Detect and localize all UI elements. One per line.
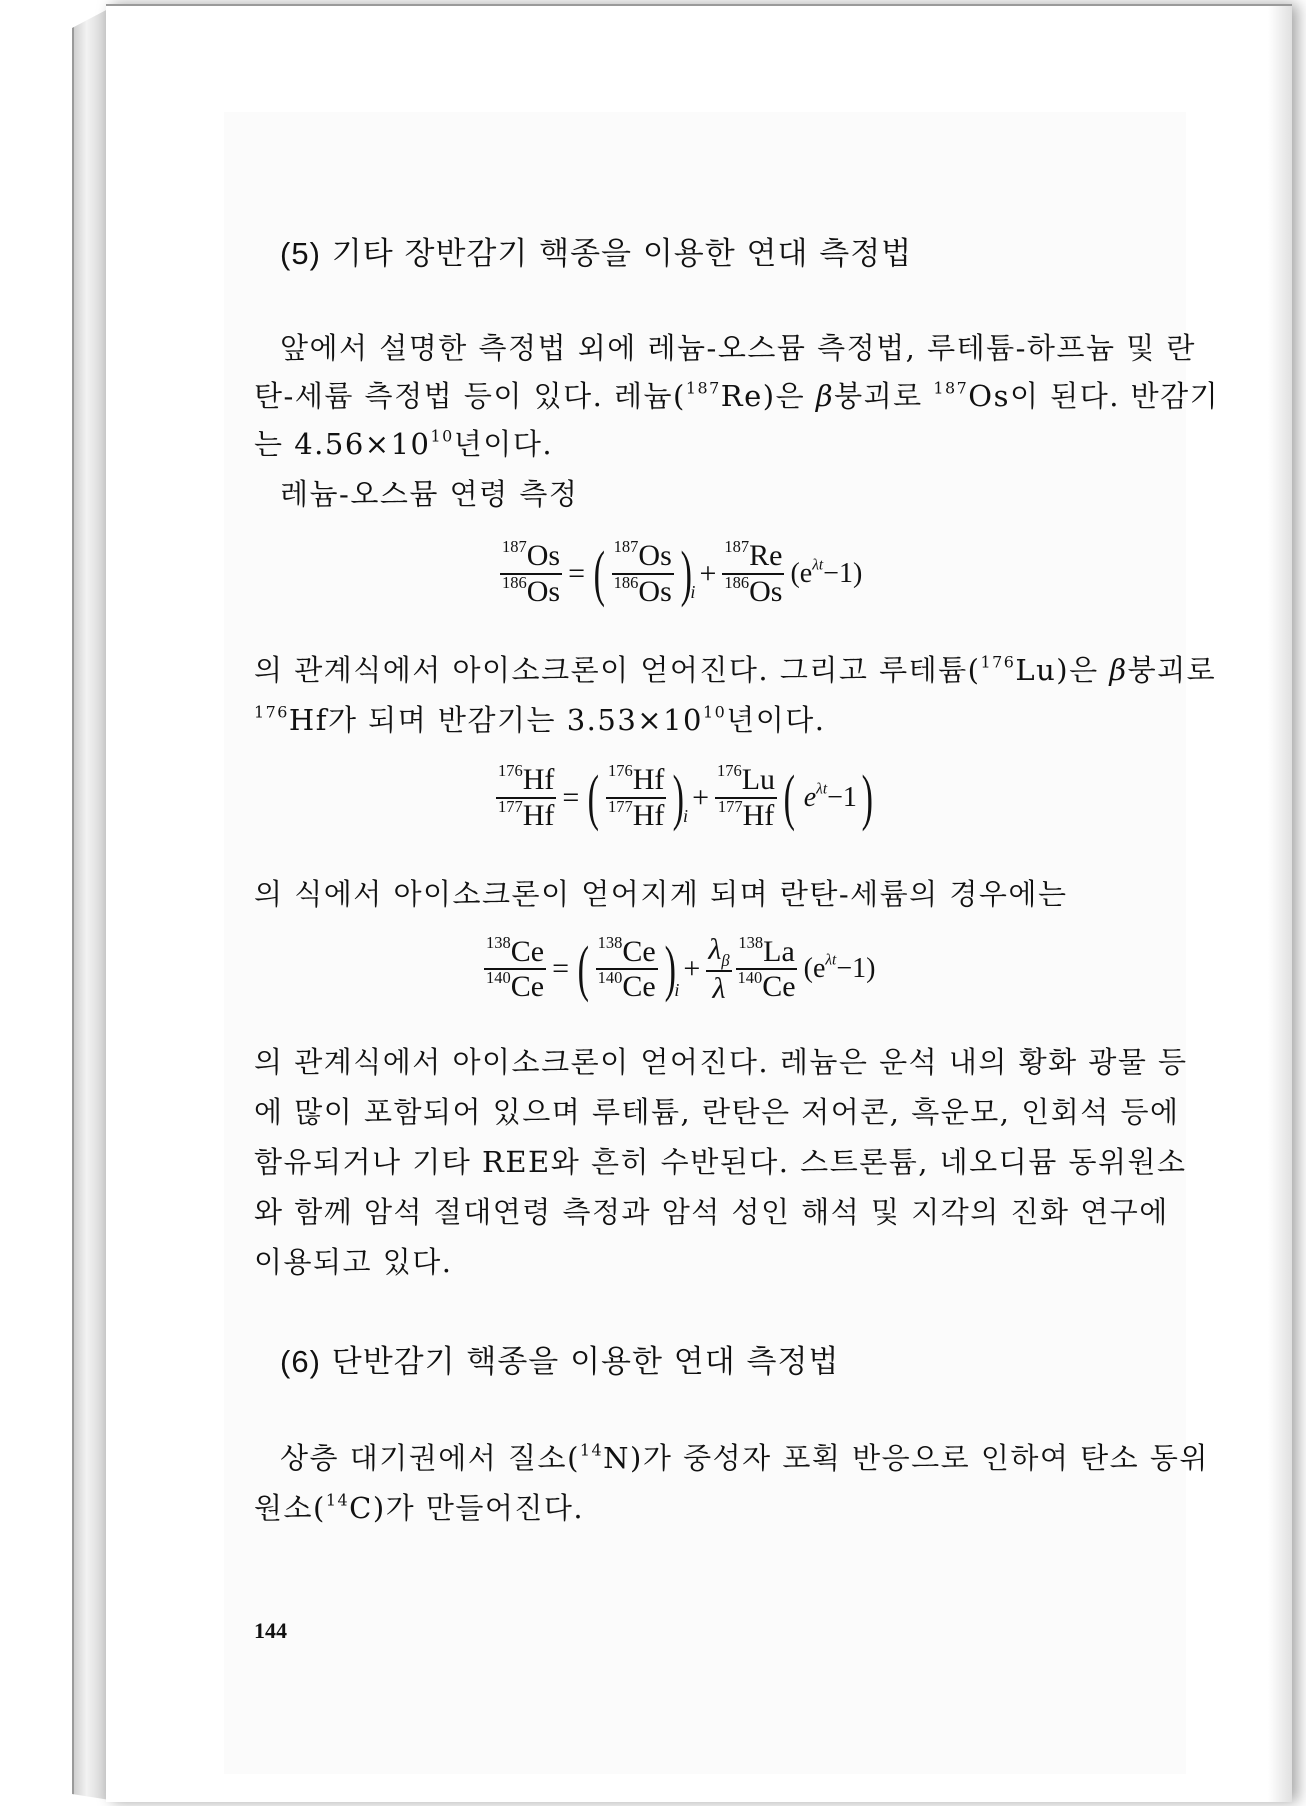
book-spine-edge — [72, 8, 110, 1800]
superscript: 186 — [724, 572, 750, 592]
para5-line1 — [280, 1436, 1209, 1477]
exponential-term — [804, 782, 857, 814]
exponent: λt — [816, 780, 828, 798]
text: Ce — [762, 970, 796, 1004]
text: Hf — [632, 798, 665, 832]
text: 년이다. — [453, 427, 554, 461]
text: La — [763, 934, 795, 968]
superscript: 177 — [498, 796, 523, 816]
text: 붕괴로 — [1127, 653, 1217, 687]
para4-line3: 함유되거나 기타 REE와 흔히 수반된다. 스트론튬, 네오디뮴 동위원소 — [254, 1145, 1187, 1179]
section-5-heading — [280, 228, 912, 273]
text: 년이다. — [726, 703, 826, 737]
lambda-ratio — [706, 934, 731, 1005]
equation-la-ce — [482, 934, 875, 1005]
superscript: 187 — [724, 536, 750, 556]
section-5-number: (5) — [280, 236, 321, 271]
text: Os — [526, 574, 561, 608]
text: −1) — [836, 953, 876, 985]
exponential-term — [790, 558, 862, 590]
text: Lu — [741, 763, 776, 796]
text: (e — [803, 953, 826, 985]
text: Re — [749, 539, 783, 572]
superscript: 186 — [502, 572, 527, 592]
paren-close: ) — [673, 763, 685, 832]
text: 상층 대기권에서 질소( — [280, 1441, 580, 1475]
para5-line2 — [254, 1486, 1154, 1527]
equation-lu-hf — [494, 760, 878, 832]
text: 붕괴로 — [834, 379, 934, 413]
superscript: 187 — [685, 378, 721, 398]
para1-line1: 앞에서 설명한 측정법 외에 레늄-오스뮴 측정법, 루테튬-하프늄 및 란 — [280, 331, 1196, 365]
superscript: 176 — [716, 760, 742, 780]
text: e — [803, 781, 817, 813]
superscript: 140 — [737, 968, 763, 988]
superscript: 187 — [613, 536, 639, 556]
beta-symbol: β — [1109, 653, 1128, 687]
text: −1) — [823, 557, 863, 589]
text: Os이 된다. 반감기 — [968, 379, 1220, 413]
exponential-term — [804, 953, 876, 985]
section-6-number: (6) — [280, 1344, 321, 1379]
equation-re-os — [498, 536, 863, 608]
initial-subscript: i — [674, 979, 680, 1000]
text: 는 4.56×10 — [254, 427, 431, 461]
fraction — [606, 760, 666, 832]
plus-sign: + — [699, 556, 717, 590]
text: C)가 만들어진다. — [349, 1491, 585, 1525]
initial-subscript: i — [683, 806, 689, 826]
superscript: 10 — [702, 702, 727, 722]
text: Os — [749, 574, 783, 608]
fraction — [500, 536, 562, 608]
initial-subscript: i — [690, 582, 696, 602]
text: Os — [638, 574, 672, 608]
section-6-heading — [280, 1336, 839, 1381]
equals-sign: = — [562, 780, 580, 814]
fraction — [496, 760, 556, 832]
paren-open: ( — [593, 539, 606, 608]
superscript: 176 — [498, 760, 523, 780]
superscript: 176 — [607, 760, 633, 780]
para2-line2 — [254, 698, 1154, 739]
plus-sign: + — [692, 780, 709, 814]
text: Lu)은 — [1015, 653, 1110, 687]
beta-symbol: β — [815, 379, 835, 413]
text: Os — [638, 539, 672, 572]
lambda-symbol: λ — [712, 972, 726, 1006]
text: N)가 중성자 포획 반응으로 인하여 탄소 동위 — [603, 1441, 1209, 1475]
superscript: 186 — [613, 572, 639, 592]
page-number: 144 — [254, 1618, 287, 1643]
text: Hf — [522, 763, 555, 796]
text: Re)은 — [720, 379, 816, 413]
text: Hf가 되며 반감기는 3.53×10 — [288, 703, 703, 737]
fraction — [484, 932, 546, 1004]
para1-line3 — [254, 422, 1154, 463]
superscript: 140 — [597, 968, 623, 988]
superscript: 177 — [717, 796, 743, 816]
subscript: β — [721, 951, 730, 970]
text: 원소( — [254, 1491, 326, 1525]
superscript: 138 — [738, 932, 764, 952]
section-5-title: 기타 장반감기 핵종을 이용한 연대 측정법 — [331, 236, 913, 272]
lambda-symbol: λ — [708, 933, 722, 966]
text: Os — [526, 539, 561, 572]
paren-close: ) — [861, 763, 873, 832]
exponent: λt — [812, 556, 824, 574]
text: Ce — [510, 934, 545, 968]
page-edge-shadow — [1268, 6, 1292, 1802]
text: Ce — [622, 970, 656, 1004]
exponent: λt — [825, 952, 837, 970]
fraction — [612, 536, 674, 608]
superscript: 187 — [933, 378, 969, 398]
superscript: 140 — [486, 968, 511, 988]
superscript: 138 — [486, 932, 511, 952]
superscript: 10 — [430, 426, 454, 446]
section-6-title: 단반감기 핵종을 이용한 연대 측정법 — [331, 1344, 840, 1380]
fraction — [596, 932, 658, 1004]
text: Hf — [522, 798, 555, 832]
fraction — [736, 932, 798, 1004]
text: −1 — [827, 781, 857, 813]
paren-open: ( — [783, 763, 796, 832]
para4-line2: 에 많이 포함되어 있으며 루테튬, 란탄은 저어콘, 흑운모, 인회석 등에 — [254, 1095, 1180, 1129]
equals-sign: = — [568, 556, 586, 590]
superscript: 14 — [579, 1440, 604, 1460]
para4-line5: 이용되고 있다. — [254, 1245, 453, 1279]
superscript: 177 — [607, 796, 633, 816]
paren-close: ) — [680, 539, 692, 608]
para4-line4: 와 함께 암석 절대연령 측정과 암석 성인 해석 및 지각의 진화 연구에 — [254, 1195, 1169, 1229]
para1-line2 — [254, 374, 1220, 415]
text: Ce — [622, 934, 656, 968]
text: 탄-세륨 측정법 등이 있다. 레늄( — [254, 379, 686, 413]
para4-line1: 의 관계식에서 아이소크론이 얻어진다. 레늄은 운석 내의 황화 광물 등 — [254, 1045, 1188, 1079]
paren-open: ( — [577, 935, 590, 1004]
text: Hf — [632, 763, 665, 796]
superscript: 176 — [254, 702, 289, 722]
superscript: 187 — [502, 536, 527, 556]
superscript: 138 — [597, 932, 623, 952]
text: 의 관계식에서 아이소크론이 얻어진다. 그리고 루테튬( — [254, 653, 981, 687]
superscript: 14 — [325, 1490, 350, 1510]
text: Hf — [742, 798, 775, 832]
fraction — [722, 536, 784, 608]
superscript: 176 — [980, 652, 1016, 672]
paren-open: ( — [587, 763, 600, 832]
paren-close: ) — [664, 935, 676, 1004]
plus-sign: + — [683, 952, 701, 986]
text: Ce — [510, 970, 545, 1004]
para3-line1: 의 식에서 아이소크론이 얻어지게 되며 란탄-세륨의 경우에는 — [254, 877, 1068, 911]
fraction — [715, 760, 777, 832]
equals-sign: = — [552, 952, 569, 986]
text: (e — [790, 557, 813, 589]
para1-line4: 레늄-오스뮴 연령 측정 — [280, 477, 579, 511]
para2-line1 — [254, 648, 1217, 689]
